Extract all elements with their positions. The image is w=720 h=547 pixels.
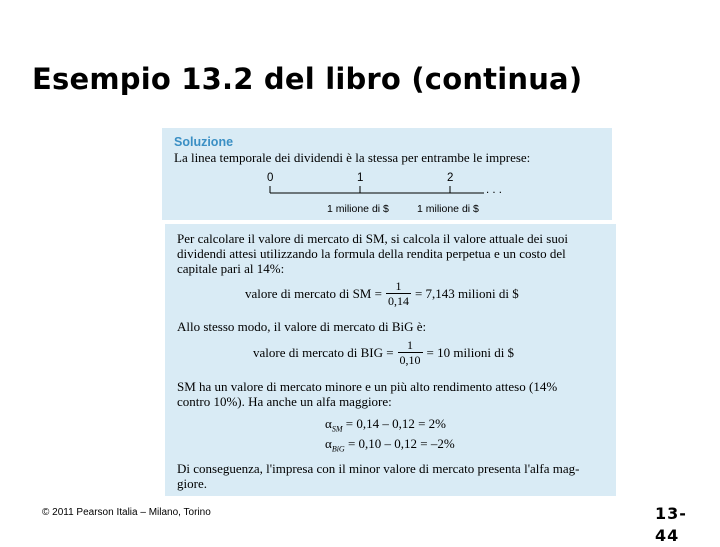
equation-lhs: valore di mercato di BIG =	[253, 345, 394, 360]
paragraph-line: Allo stesso modo, il valore di mercato di BiG è:	[177, 319, 427, 334]
equation-lhs: valore di mercato di SM =	[245, 286, 382, 301]
alpha-sm-line	[325, 416, 446, 434]
paragraph-line: Di conseguenza, l'impresa con il minor valore di mercato presenta l'alfa mag-	[177, 461, 580, 476]
timeline-cashflow-label: 1 milione di $	[417, 203, 479, 215]
page-number-line: 44	[655, 526, 680, 545]
copyright-footer: © 2011 Pearson Italia – Milano, Torino	[42, 507, 211, 518]
page-number-line: 13-	[655, 504, 687, 523]
alpha-symbol: α	[325, 416, 332, 431]
paragraph-line: SM ha un valore di mercato minore e un più alto rendimento atteso (14%	[177, 379, 558, 394]
alpha-subscript: BiG	[331, 444, 345, 454]
equation-market-value-sm	[245, 280, 519, 308]
paragraph-line: Per calcolare il valore di mercato di SM, si calcola il valore attuale dei suoi	[177, 231, 568, 246]
alpha-subscript: SM	[331, 424, 343, 434]
page-number	[655, 503, 687, 547]
equation-market-value-big	[253, 339, 514, 367]
paragraph-line: dividendi attesi utilizzando la formula della rendita perpetua e un costo del	[177, 246, 566, 261]
timeline-tick-label: 2	[447, 172, 454, 184]
timeline-cashflow-label: 1 milione di $	[327, 203, 389, 215]
alpha-big-line	[325, 436, 455, 454]
timeline-tick-label: 1	[357, 172, 364, 184]
alpha-symbol: α	[325, 436, 332, 451]
calculation-panel	[165, 224, 616, 496]
timeline-tick-label: 0	[267, 172, 274, 184]
fraction	[398, 339, 423, 367]
solution-panel	[162, 128, 612, 220]
slide-title: Esempio 13.2 del libro (continua)	[32, 62, 583, 96]
fraction-denominator: 0,14	[387, 294, 409, 308]
alpha-expression: = 0,14 – 0,12 = 2%	[345, 416, 446, 431]
fraction-numerator: 1	[407, 338, 414, 352]
alpha-expression: = 0,10 – 0,12 = –2%	[347, 436, 455, 451]
fraction-numerator: 1	[395, 279, 402, 293]
paragraph-line: giore.	[177, 476, 207, 491]
solution-heading: Soluzione	[174, 135, 234, 149]
equation-rhs: = 10 milioni di $	[426, 345, 515, 360]
equation-rhs: = 7,143 milioni di $	[414, 286, 519, 301]
timeline-ellipsis: . . .	[486, 184, 502, 196]
paragraph-line: contro 10%). Ha anche un alfa maggiore:	[177, 394, 392, 409]
solution-intro: La linea temporale dei dividendi è la stessa per entrambe le imprese:	[174, 150, 531, 165]
paragraph-line: capitale pari al 14%:	[177, 261, 285, 276]
fraction-denominator: 0,10	[399, 353, 421, 367]
fraction	[386, 280, 411, 308]
